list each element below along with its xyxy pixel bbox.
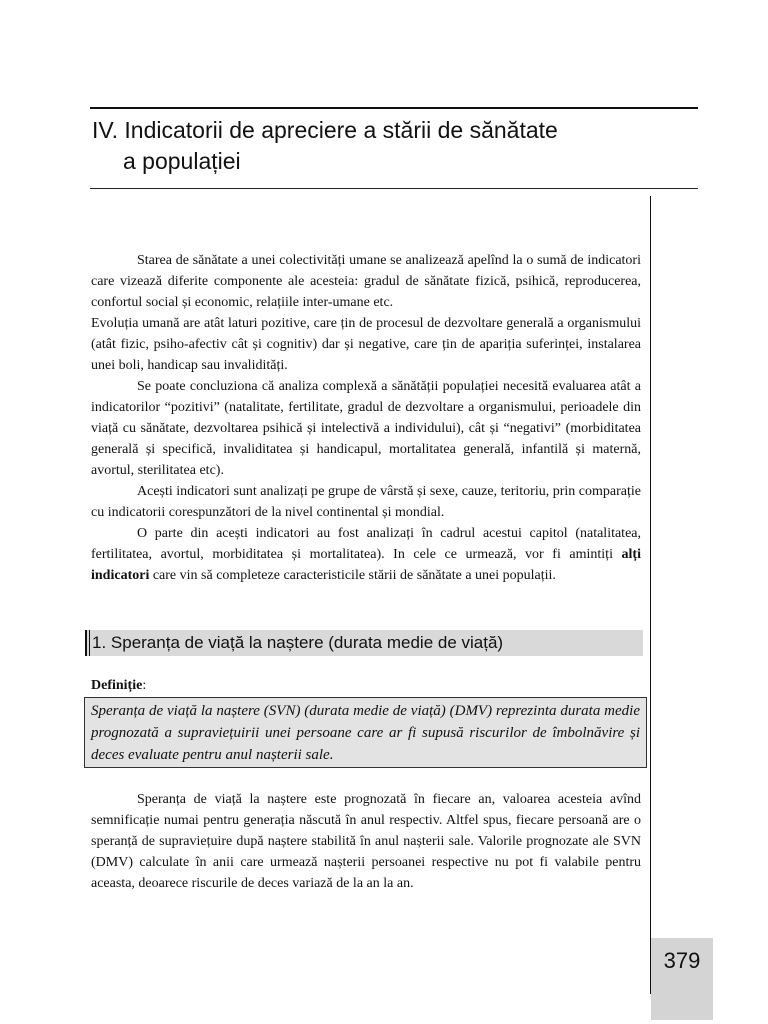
section-marker-thick-line — [85, 630, 87, 656]
chapter-title-line1: IV. Indicatorii de apreciere a stării de sănătate — [92, 117, 558, 143]
definition-text: Speranța de viață la naștere (SVN) (durata medie de viață) (DMV) reprezinta durata medie prognozată a supraviețuirii unei persoane care ar fi supusă riscurilor de îmbolnăvire și deces evaluate pentru anul nașterii sale. — [91, 703, 640, 763]
definition-label-text: Definiție — [91, 678, 143, 693]
chapter-bottom-rule — [90, 188, 698, 189]
section-heading-bar — [85, 630, 643, 656]
section-marker — [85, 630, 91, 656]
intro-paragraph-2: Evoluția umană are atât laturi pozitive, care țin de procesul de dezvoltare generală a organismului (atât fizic, psiho-afectiv cât și cognitiv) dar și negative, care țin de apariția suferinței, instalarea unei boli, handicap sau invalidități. — [91, 316, 641, 373]
body-text — [91, 789, 641, 894]
intro-paragraph-5 — [91, 523, 641, 586]
definition-label — [91, 676, 146, 696]
intro-paragraph-3: Se poate concluziona că analiza complexă a sănătății populației necesită evaluarea atât a indicatorilor “pozitivi” (natalitate, fertilitate, gradul de dezvoltare a organismului, perioadele din viață cu sănătate, dezvoltarea psihică și intelectivă a individului), cât și “negativi” (morbiditatea generală și specifică, invaliditatea și handicapul, mortalitatea generală, infantilă și maternă, avortul, sterilitatea etc). — [91, 379, 641, 478]
chapter-title-line2: a populației — [123, 148, 241, 174]
intro-paragraph-5-start: O parte din acești indicatori au fost analizați în cadrul acestui capitol (natalitatea, fertilitatea, avortul, morbiditatea și mortalitatea). In cele ce urmează, vor fi amintiți — [91, 526, 641, 562]
definition-box — [84, 697, 647, 768]
page-number: 379 — [663, 948, 701, 973]
section-title: 1. Speranța de viață la naștere (durata medie de viață) — [92, 633, 504, 652]
body-paragraph-1: Speranța de viață la naștere este prognozată în fiecare an, valoarea acesteia avînd semnificație numai pentru generația născută în anul respectiv. Altfel spus, fiecare persoană are o speranță de supraviețuire după naștere stabilită în anul nașterii sale. Valorile prognozate ale SVN (DMV) calculate în anii care urmează nașterii persoanei respective nu pot fi valabile pentru aceasta, deoarece riscurile de deces variază de la an la an. — [91, 792, 641, 891]
page-number-box — [651, 938, 713, 1020]
section-marker-thin-line — [89, 630, 90, 656]
chapter-title — [92, 115, 692, 177]
intro-paragraph-5-end: care vin să completeze caracteristicile stării de sănătate a unei populații. — [149, 568, 556, 583]
intro-paragraph-1: Starea de sănătate a unei colectivități umane se analizează apelînd la o sumă de indicatori care vizează diferite componente ale acesteia: gradul de sănătate fizică, psihică, reproducerea, confortul social și economic, relațiile inter-umane etc. — [91, 253, 641, 310]
definition-label-colon: : — [142, 678, 147, 693]
intro-paragraph-4: Acești indicatori sunt analizați pe grupe de vârstă și sexe, cauze, teritoriu, prin comparație cu indicatorii corespunzători de la nivel continental și mondial. — [91, 484, 641, 520]
intro-paragraph-5-bold: alți indicatori — [91, 547, 641, 583]
chapter-top-rule — [90, 107, 698, 109]
intro-text — [91, 250, 641, 586]
margin-vertical-rule — [650, 196, 651, 994]
